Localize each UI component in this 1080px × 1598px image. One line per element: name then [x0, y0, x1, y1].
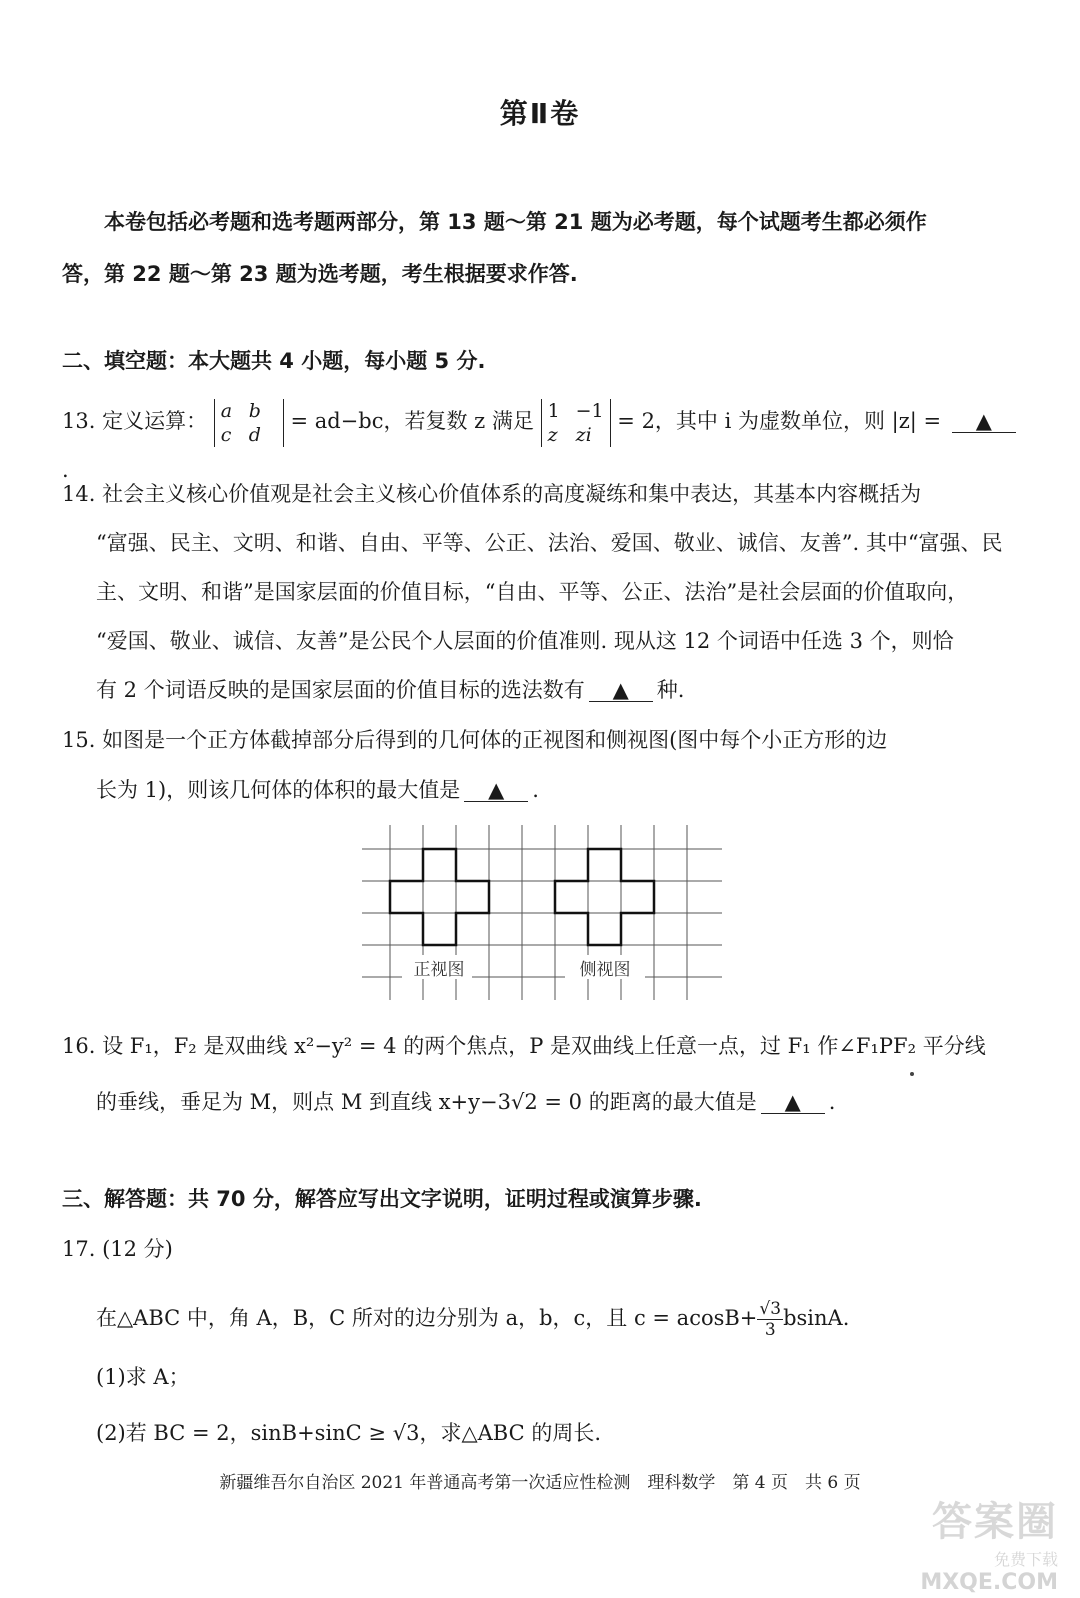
q15-line-2: 长为 1)，则该几何体的体积的最大值是 — [96, 778, 461, 802]
det2-b: −1 — [575, 399, 604, 422]
section-fill-in-heading: 二、填空题：本大题共 4 小题，每小题 5 分. — [62, 349, 486, 373]
q14-end: 种. — [656, 678, 685, 702]
section-solution-heading: 三、解答题：共 70 分，解答应写出文字说明，证明过程或演算步骤. — [62, 1187, 702, 1211]
q16-line-2: 的垂线，垂足为 M，则点 M 到直线 x+y−3√2 = 0 的距离的最大值是 — [96, 1090, 757, 1114]
question-14 — [62, 470, 1022, 715]
watermark-caption: 免费下载 — [993, 1550, 1058, 1569]
front-view-cross — [390, 849, 489, 945]
watermark-url: MXQE.COM — [920, 1570, 1058, 1595]
det2-d: zi — [575, 423, 592, 446]
instructions-line-2: 答，第 22 题～第 23 题为选考题，考生根据要求作答. — [62, 262, 578, 286]
det1-b: b — [248, 399, 261, 422]
det1-a: a — [220, 399, 233, 422]
q16-answer-blank[interactable]: ▲ — [761, 1091, 825, 1114]
q17-stem: 在△ABC 中，角 A，B，C 所对的边分别为 a，b，c，且 c = acosB+ — [96, 1306, 758, 1330]
q14-line-4: “爱国、敬业、诚信、友善”是公民个人层面的价值准则. 现从这 12 个词语中任选 3 个，则恰 — [96, 629, 954, 653]
q15-figure — [362, 825, 722, 1000]
side-view-label: 侧视图 — [579, 960, 631, 980]
fraction-numerator: √3 — [759, 1299, 782, 1319]
watermark-logo: 答案圈 — [932, 1499, 1058, 1545]
front-view-label: 正视图 — [413, 960, 465, 980]
q17-part-1: (1)求 A； — [96, 1365, 190, 1389]
q17-stem-end: bsinA. — [783, 1306, 850, 1330]
question-15 — [62, 715, 1022, 815]
q17-part-2: (2)若 BC = 2，sinB+sinC ≥ √3，求△ABC 的周长. — [96, 1421, 601, 1445]
q13-answer-blank[interactable]: ▲ — [952, 410, 1016, 433]
q13-determinant-condition — [541, 399, 611, 447]
q14-line-5: 有 2 个词语反映的是国家层面的价值目标的选法数有 — [96, 678, 585, 702]
q13-end: . — [62, 457, 69, 482]
instructions-line-1: 本卷包括必考题和选考题两部分，第 13 题～第 21 题为必考题，每个试题考生都必须作 — [104, 210, 927, 234]
instructions — [62, 196, 1017, 300]
print-speck — [910, 1072, 914, 1076]
q16-line-1: 16. 设 F₁，F₂ 是双曲线 x²−y² = 4 的两个焦点，P 是双曲线上任意一点，过 F₁ 作∠F₁PF₂ 平分线 — [62, 1034, 986, 1058]
question-17 — [62, 1224, 1022, 1458]
det1-d: d — [248, 423, 261, 446]
q16-end: . — [828, 1090, 836, 1114]
q14-line-1: 14. 社会主义核心价值观是社会主义核心价值体系的高度凝练和集中表达，其基本内容概括为 — [62, 482, 922, 506]
q13-lead: 13. 定义运算： — [62, 409, 208, 433]
det2-c: z — [547, 423, 558, 446]
paper-title: 第Ⅱ卷 — [499, 97, 581, 130]
det2-a: 1 — [547, 399, 560, 422]
side-view-cross — [555, 849, 654, 945]
q14-line-3: 主、文明、和谐”是国家层面的价值目标，“自由、平等、公正、法治”是社会层面的价值取向， — [96, 580, 969, 604]
q15-line-1: 15. 如图是一个正方体截掉部分后得到的几何体的正视图和侧视图(图中每个小正方形的边 — [62, 728, 888, 752]
q13-equation-1: = ad−bc，若复数 z 满足 — [290, 409, 534, 433]
q17-fraction — [757, 1299, 783, 1340]
page-footer: 新疆维吾尔自治区 2021 年普通高考第一次适应性检测 理科数学 第 4 页 共 6 页 — [219, 1473, 861, 1493]
q15-end: . — [532, 778, 539, 802]
q15-answer-blank[interactable]: ▲ — [464, 779, 528, 802]
q13-determinant-definition — [214, 399, 284, 447]
q14-line-2: “富强、民主、文明、和谐、自由、平等、公正、法治、爱国、敬业、诚信、友善”. 其中“富强、民 — [96, 531, 1003, 555]
q14-answer-blank[interactable]: ▲ — [589, 679, 653, 702]
q17-head: 17. (12 分) — [62, 1237, 173, 1261]
watermark — [838, 1490, 1058, 1595]
question-16 — [62, 1018, 1022, 1130]
det1-c: c — [220, 423, 232, 446]
q13-equation-2: = 2，其中 i 为虚数单位，则 |z| = — [617, 409, 942, 433]
fraction-denominator: 3 — [764, 1320, 776, 1340]
